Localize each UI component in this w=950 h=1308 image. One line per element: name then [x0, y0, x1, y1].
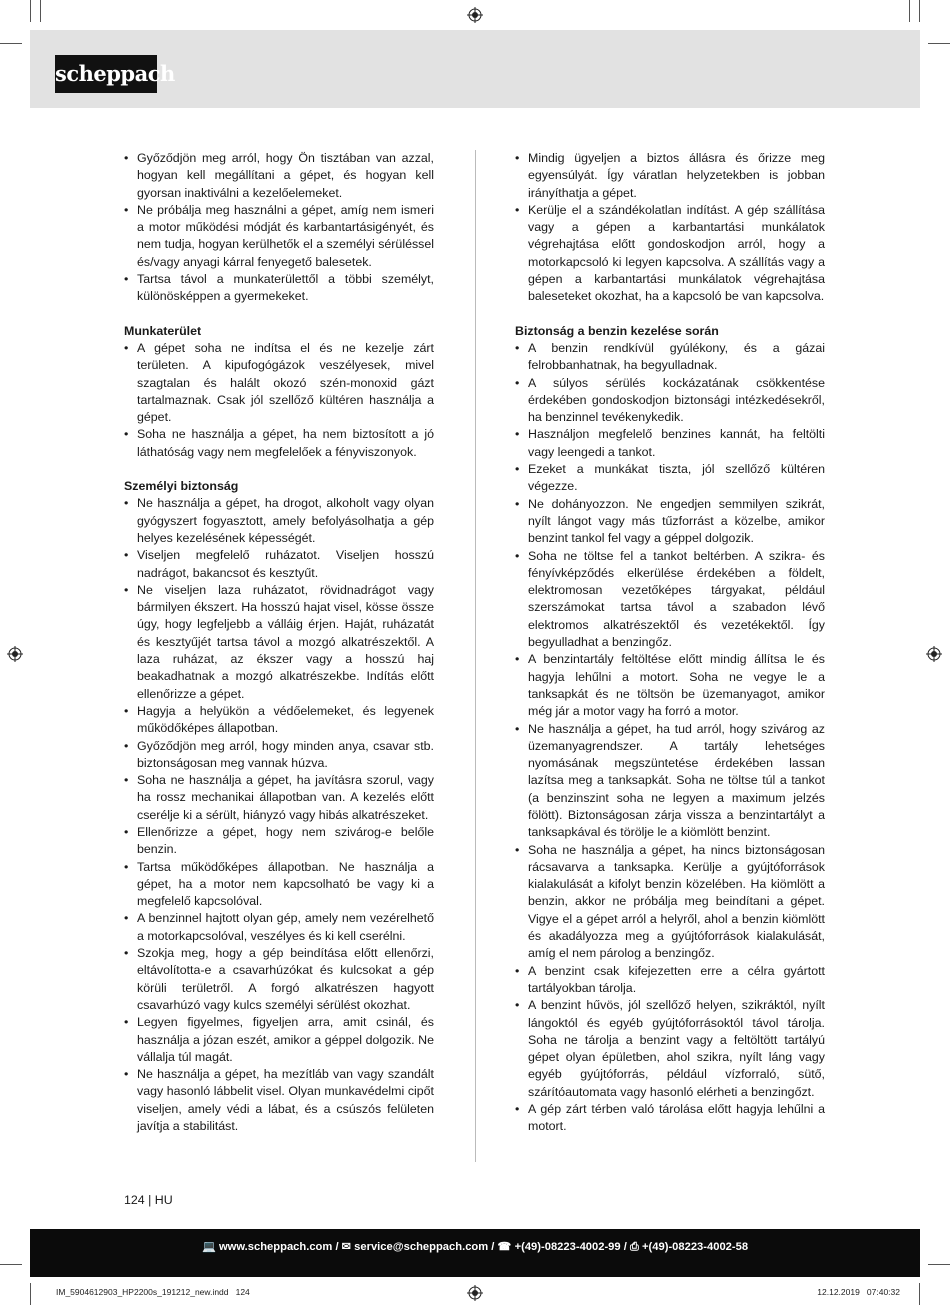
crop-mark — [30, 1283, 31, 1305]
list-item: • Ne dohányozzon. Ne engedjen semmilyen szikrát, nyílt lángot vagy más tűzforrást a közelbe, amikor benzint tankol fel vagy a géppel dolgozik. — [515, 496, 825, 548]
crop-mark — [30, 0, 31, 22]
list-item: • Mindig ügyeljen a biztos állásra és őrizze meg egyensúlyát. Így váratlan helyzetekben is jobban irányíthatja a gépet. — [515, 150, 825, 202]
list-item: • Hagyja a helyükön a védőelemeket, és legyenek működőképes állapotban. — [124, 703, 434, 738]
left-column — [124, 150, 434, 1135]
footer-bar — [30, 1229, 920, 1277]
section-heading-munkaterulet: Munkaterület — [124, 323, 202, 338]
munkaterulet-list — [124, 340, 434, 461]
list-item: • Ezeket a munkákat tiszta, jól szellőző kültéren végezze. — [515, 461, 825, 496]
list-item: • Tartsa távol a munkaterülettől a többi személyt, különösképpen a gyermekeket. — [124, 271, 434, 306]
list-item: • Soha ne használja a gépet, ha javításra szorul, vagy ha rossz mechanikai állapotban van. A kezelés előtt cserélje ki a sérült, hiányzó vagy hibás alkatrészeket. — [124, 772, 434, 824]
list-item: • Ne használja a gépet, ha drogot, alkoholt vagy olyan gyógyszert fogyasztott, amely befolyásolhatja a gép helyes kezelésének képességét. — [124, 495, 434, 547]
crop-mark — [0, 1264, 22, 1265]
section-heading-szemelyi-biztonsag: Személyi biztonság — [124, 479, 239, 494]
list-item: • Legyen figyelmes, figyeljen arra, amit csinál, és használja a józan eszét, amikor a géppel dolgozik. Ne vállalja túl magát. — [124, 1014, 434, 1066]
crop-mark — [928, 43, 950, 44]
crop-mark — [928, 1264, 950, 1265]
list-item: • A benzin rendkívül gyúlékony, és a gázai felrobbanhatnak, ha begyulladnak. — [515, 340, 825, 375]
crop-mark — [919, 0, 920, 22]
right-column — [515, 150, 825, 1136]
list-item: • Viseljen megfelelő ruházatot. Viseljen hosszú nadrágot, bakancsot és kesztyűt. — [124, 547, 434, 582]
footer-phone: +(49)-08223-4002-99 / — [514, 1241, 627, 1253]
footer-email[interactable]: service@scheppach.com / — [354, 1241, 495, 1253]
phone-icon: ☎ — [497, 1241, 512, 1253]
list-item: • A gépet soha ne indítsa el és ne kezelje zárt területen. A kipufogógázok veszélyesek, mivel szagtalan és halált okozó szén-monoxid gázt tartalmaznak. Csak jól szellőző kültéren használja a gépet. — [124, 340, 434, 426]
list-item: • Soha ne töltse fel a tankot beltérben. A szikra- és fényívképződés elkerülése érdekében a földelt, elektromosan vezetőképes tárgyakat, például szerszámokat tartsa távol a szabadon lévő elektromos alkatrészektől és vezetékektől. Így begyulladhat a benzingőz. — [515, 548, 825, 652]
list-item: • Ne használja a gépet, ha mezítláb van vagy szandált vagy hasonló lábbelit visel. Olyan munkavédelmi cipőt viseljen, amely védi a lábat, és a csúszós felületen javítja a stabilitást. — [124, 1066, 434, 1135]
registration-mark-icon — [7, 646, 23, 662]
list-item: • A benzintartály feltöltése előtt mindig állítsa le és hagyja lehűlni a motort. Soha ne vegye le a tanksapkát és ne töltsön be üzemanyagot, amikor még jár a motor vagy ha forró a motor. — [515, 651, 825, 720]
registration-mark-icon — [467, 1285, 483, 1301]
crop-mark — [0, 43, 22, 44]
list-item: • Győződjön meg arról, hogy minden anya, csavar stb. biztonságosan meg vannak húzva. — [124, 738, 434, 773]
crop-mark — [909, 0, 910, 22]
crop-mark — [919, 1283, 920, 1305]
footer-fax: +(49)-08223-4002-58 — [642, 1241, 749, 1253]
registration-mark-icon — [926, 646, 942, 662]
mail-icon: ✉ — [341, 1241, 352, 1253]
slug-datetime: 12.12.2019 07:40:32 — [817, 1287, 900, 1297]
column-divider — [475, 150, 476, 1162]
list-item: • Ne használja a gépet, ha tud arról, hogy szivárog az üzemanyagrendszer. A tartály lehetséges nyomásának megszüntetése érdekében lassan lazítsa meg a tanksapkát. Soha ne töltse túl a tankot (a benzinszint soha ne legyen a maximum jelzés fölött). Biztonságosan zárja vissza a benzintartályt a tanksapkával és törölje le a kiömlött benzint. — [515, 721, 825, 842]
list-item: • Soha ne használja a gépet, ha nincs biztonságosan rácsavarva a tanksapka. Kerülje a gyújtóforrások kialakulását a kifolyt benzin közelében. Ha kiömlött a benzin, akkor ne próbálja meg beindítani a gépet. Vigye el a gépet arról a helyről, ahol a benzin kiömlött és akadályozza meg a gyújtóforrások kialakulását, amíg el nem párolog a benzingőz. — [515, 842, 825, 963]
brand-logo: scheppach — [55, 55, 157, 93]
list-item: • Szokja meg, hogy a gép beindítása előtt ellenőrzi, eltávolította-e a csavarhúzókat és kulcsokat a gép körüli területről. A forgó alkatrészen hagyott csavarhúzó vagy kulcs személyi sérülést okozhat. — [124, 945, 434, 1014]
list-item: • Soha ne használja a gépet, ha nem biztosított a jó láthatóság vagy nem megfelelőek a fényviszonyok. — [124, 426, 434, 461]
list-item: • A gép zárt térben való tárolása előtt hagyja lehűlni a motort. — [515, 1101, 825, 1136]
benzin-list — [515, 340, 825, 1136]
list-item: • A súlyos sérülés kockázatának csökkentése érdekében gondoskodjon biztonsági intézkedésekről, ha benzinnel tevékenykedik. — [515, 375, 825, 427]
page-number: 124 | HU — [124, 1193, 173, 1207]
section-heading-benzin: Biztonság a benzin kezelése során — [515, 323, 719, 338]
list-item: • A benzint hűvös, jól szellőző helyen, szikráktól, nyílt lángoktól és egyéb gyújtóforrásoktól távol tárolja. Soha ne tárolja a benzint vagy a feltöltött tartályú gépet olyan épületben, ahol szikra, nyílt láng vagy egyéb gyújtóforrás, például vízforraló, sütő, szárítóautomata vagy hasonló elérheti a benzingőzt. — [515, 997, 825, 1101]
list-item: • A benzinnel hajtott olyan gép, amely nem vezérelhető a motorkapcsolóval, veszélyes és ki kell cserélni. — [124, 910, 434, 945]
fax-icon: ⎙ — [629, 1241, 639, 1253]
list-item: • Győződjön meg arról, hogy Ön tisztában van azzal, hogyan kell megállítani a gépet, és hogyan kell gyorsan inaktiválni a kezelőelemeket. — [124, 150, 434, 202]
list-item: • A benzint csak kifejezetten erre a célra gyártott tartályokban tárolja. — [515, 963, 825, 998]
list-item: • Ne próbálja meg használni a gépet, amíg nem ismeri a motor működési módját és karbantartásigényét, és nem tudja, hogyan kerülhetők el a személyi sérüléssel és/vagy anyagi kárral fenyegető balesetek. — [124, 202, 434, 271]
registration-mark-icon — [467, 7, 483, 23]
list-item: • Tartsa működőképes állapotban. Ne használja a gépet, ha a motor nem kapcsolható be vagy ki a megfelelő kapcsolóval. — [124, 859, 434, 911]
computer-icon: 💻 — [201, 1241, 216, 1253]
list-item: • Kerülje el a szándékolatlan indítást. A gép szállítása vagy a gépen a karbantartási munkálatok végrehajtása előtt gondoskodjon arról, hogy a motorkapcsoló ki legyen kapcsolva. A szállítás vagy a gépen a karbantartási munkálatok végrehajtása baleseteket okozhat, ha a kapcsoló be van kapcsolva. — [515, 202, 825, 306]
list-item: • Ellenőrizze a gépet, hogy nem szivárog-e belőle benzin. — [124, 824, 434, 859]
intro-list — [124, 150, 434, 306]
crop-mark — [40, 0, 41, 22]
intro-list — [515, 150, 825, 306]
szemelyi-biztonsag-list — [124, 495, 434, 1135]
list-item: • Használjon megfelelő benzines kannát, ha feltölti vagy leengedi a tankot. — [515, 426, 825, 461]
footer-web[interactable]: www.scheppach.com / — [218, 1241, 339, 1253]
list-item: • Ne viseljen laza ruházatot, rövidnadrágot vagy bármilyen ékszert. Ha hosszú hajat visel, kösse össze úgy, hogy legfeljebb a válláig érjen. Haját, ruházatát és kesztyűjét tartsa távol a mozgó alkatrészektől. A laza ruházat, az ékszer vagy a hosszú haj beakadhatnak a mozgó alkatrészekbe. Indítás előtt ellenőrizze a gépet. — [124, 582, 434, 703]
slug-file: IM_5904612903_HP2200s_191212_new.indd 124 — [56, 1287, 250, 1297]
